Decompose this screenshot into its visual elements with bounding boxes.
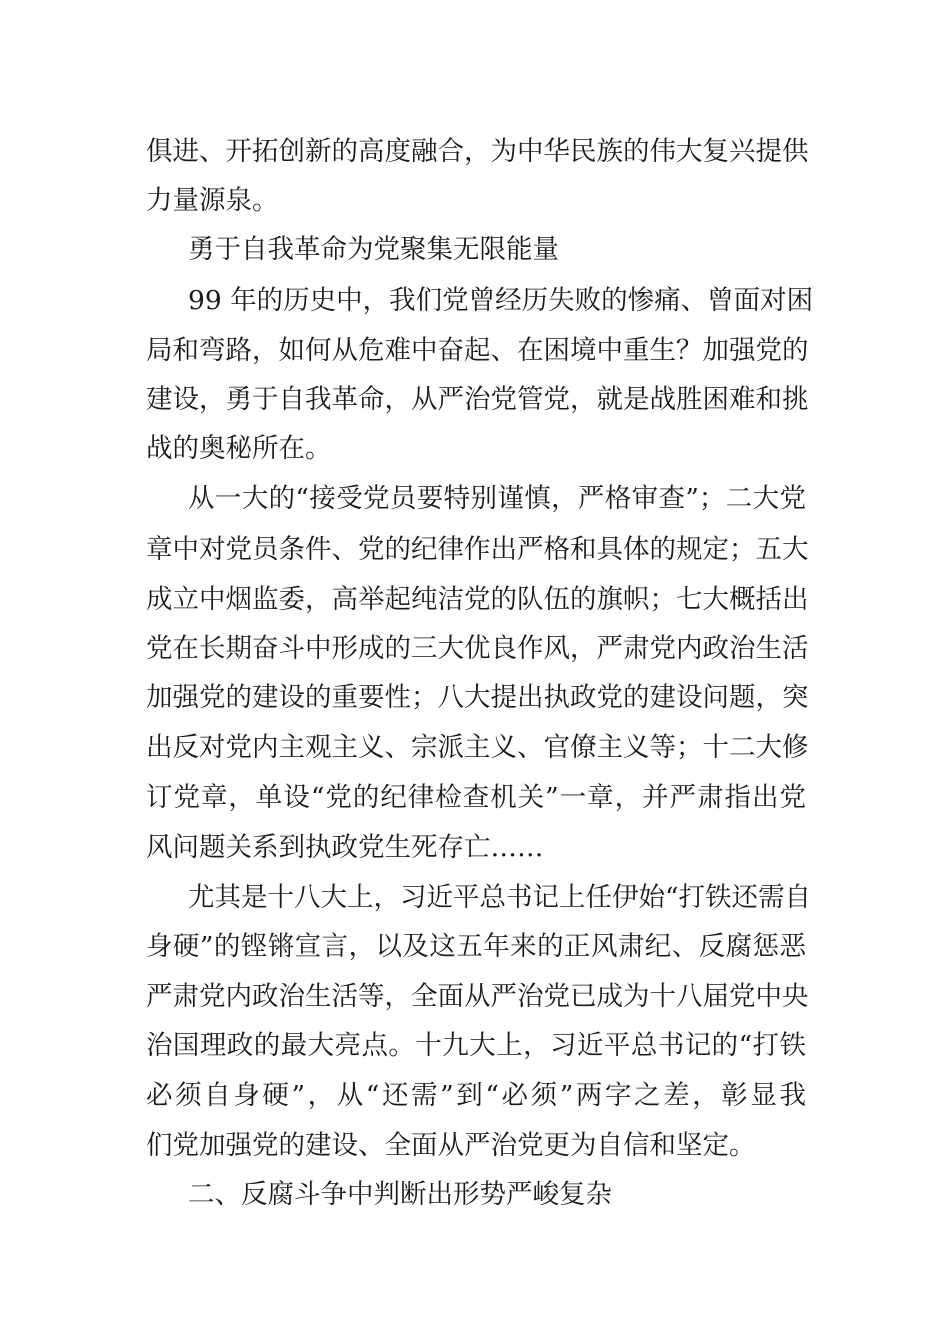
- body-text-line: 必须自身硬”，从“还需”到“必须”两字之差，彰显我: [146, 1080, 806, 1111]
- body-text-line: 力量源泉。: [146, 185, 279, 216]
- body-text-line: 战的奥秘所在。: [146, 433, 332, 464]
- body-text-line: 党在长期奋斗中形成的三大优良作风，严肃党内政治生活: [146, 633, 809, 664]
- body-text-line: 出反对党内主观主义、宗派主义、官僚主义等；十二大修: [146, 732, 809, 763]
- body-text-line: 章中对党员条件、党的纪律作出严格和具体的规定；五大: [146, 534, 809, 565]
- body-text-line: 俱进、开拓创新的高度融合，为中华民族的伟大复兴提供: [146, 136, 809, 167]
- body-text-line: 严肃党内政治生活等，全面从严治党已成为十八届党中央: [146, 981, 809, 1012]
- section-heading: 二、反腐斗争中判断出形势严峻复杂: [188, 1179, 612, 1210]
- body-text-line: 风问题关系到执政党生死存亡……: [146, 832, 544, 863]
- body-text-line: 局和弯路，如何从危难中奋起、在困境中重生？加强党的: [146, 335, 809, 366]
- paragraph-first-line: 99 年的历史中，我们党曾经历失败的惨痛、曾面对困: [188, 285, 814, 316]
- body-text-line: 成立中烟监委，高举起纯洁党的队伍的旗帜；七大概括出: [146, 584, 809, 615]
- body-text-line: 加强党的建设的重要性；八大提出执政党的建设问题，突: [146, 682, 809, 713]
- section-heading: 勇于自我革命为党聚集无限能量: [188, 234, 559, 265]
- body-text-line: 建设，勇于自我革命，从严治党管党，就是战胜困难和挑: [146, 384, 809, 415]
- paragraph-first-line: 尤其是十八大上，习近平总书记上任伊始“打铁还需自: [188, 882, 812, 913]
- body-text-line: 们党加强党的建设、全面从严治党更为自信和坚定。: [146, 1130, 756, 1161]
- body-text-line: 身硬”的铿锵宣言，以及这五年来的正风肃纪、反腐惩恶: [146, 931, 806, 962]
- body-text-line: 治国理政的最大亮点。十九大上，习近平总书记的“打铁: [146, 1030, 806, 1061]
- body-text-line: 订党章，单设“党的纪律检查机关”一章，并严肃指出党: [146, 782, 806, 813]
- paragraph-first-line: 从一大的“接受党员要特别谨慎，严格审查”；二大党: [188, 483, 806, 514]
